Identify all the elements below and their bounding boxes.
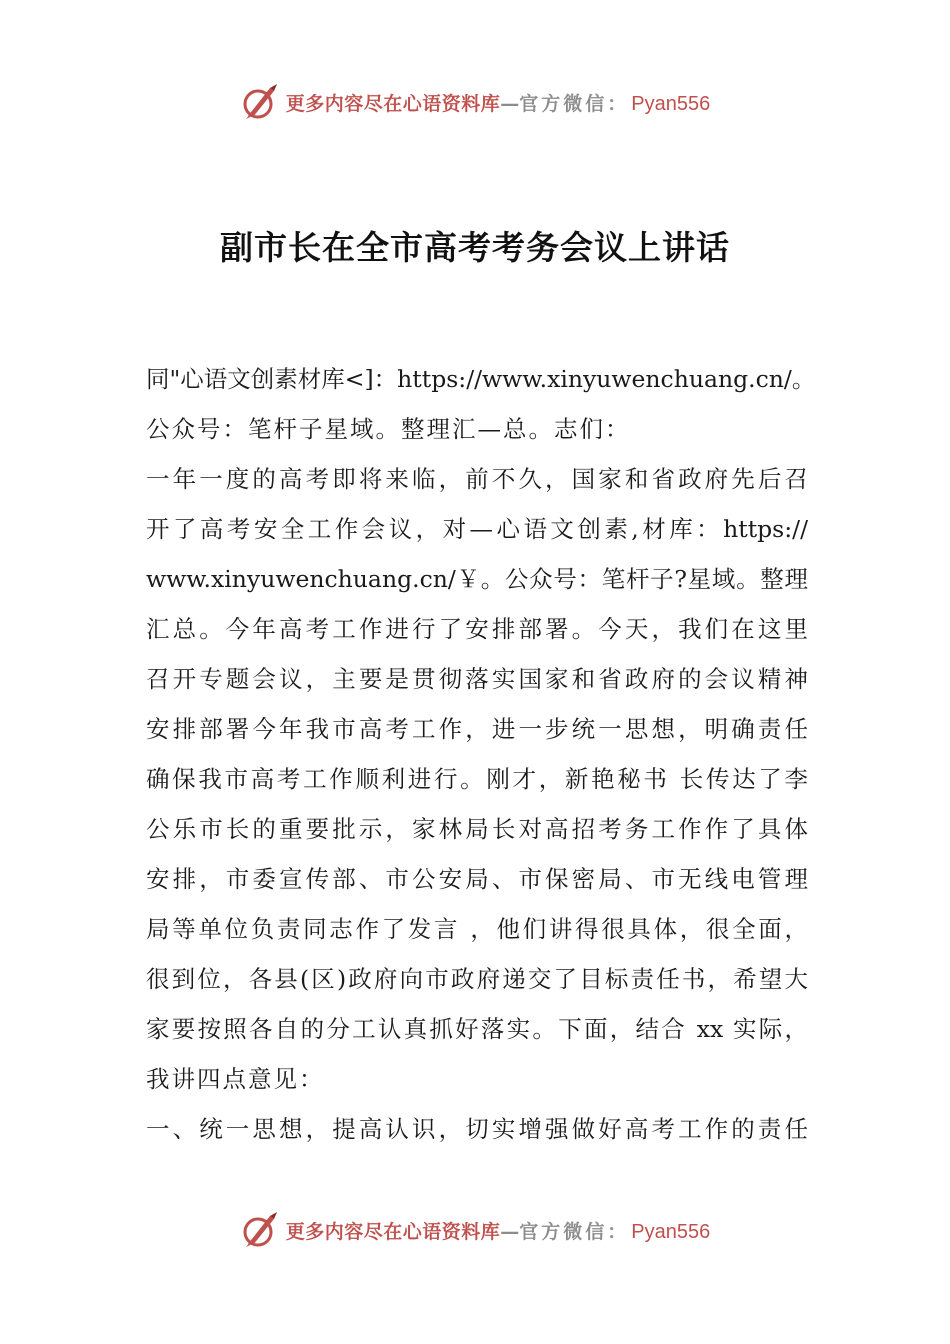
footer-banner-text (286, 1217, 711, 1244)
body-line: www.xinyuwenchuang.cn/￥。公众号：笔杆子?星域。整理 (146, 565, 808, 593)
quill-pen-logo-icon (240, 82, 280, 122)
body-line: 家要按照各自的分工认真抓好落实。下面，结合 xx 实际， (146, 1015, 808, 1043)
document-title: 副市长在全市高考考务会议上讲话 (220, 228, 730, 267)
footer-separator: — (500, 1220, 520, 1243)
body-line: 安排，市委宣传部、市公安局、市保密局、市无线电管理 (146, 865, 808, 893)
header-banner-text (286, 89, 711, 116)
body-line: 公众号：笔杆子星域。整理汇—总。志们： (146, 415, 631, 443)
body-line: 一、统一思想，提高认识，切实增强做好高考工作的责任 (146, 1115, 808, 1143)
body-line: 召开专题会议，主要是贯彻落实国家和省政府的会议精神 (146, 665, 808, 693)
header-slogan: 更多内容尽在心语资料库 (285, 92, 501, 115)
body-line: 一年一度的高考即将来临，前不久，国家和省政府先后召 (146, 465, 808, 493)
header-wechat-id: Pyan556 (631, 92, 711, 115)
body-line: 公乐市长的重要批示，家林局长对高招考务工作作了具体 (146, 815, 808, 843)
footer-slogan: 更多内容尽在心语资料库 (285, 1220, 501, 1243)
body-line: 安排部署今年我市高考工作，进一步统一思想，明确责任 (146, 715, 808, 743)
header-official-label: 官方微信： (519, 92, 630, 115)
footer-official-label: 官方微信： (519, 1220, 630, 1243)
body-line: 开了高考安全工作会议，对—心语文创素,材库：https:// (146, 515, 808, 543)
body-line: 我讲四点意见： (146, 1065, 325, 1093)
document-body (146, 354, 816, 1154)
body-line: 同"心语文创素材库<]：https://www.xinyuwenchuang.cn/。 (146, 365, 816, 393)
header-separator: — (500, 92, 520, 115)
body-line: 局等单位负责同志作了发言 ，他们讲得很具体，很全面， (146, 915, 808, 943)
header-banner (0, 80, 950, 124)
body-line: 汇总。今年高考工作进行了安排部署。今天，我们在这里 (146, 615, 808, 643)
quill-pen-logo-icon (240, 1210, 280, 1250)
body-line: 确保我市高考工作顺利进行。刚才，新艳秘书 长传达了李 (146, 765, 808, 793)
footer-banner (0, 1208, 950, 1252)
body-line: 很到位，各县(区)政府向市政府递交了目标责任书，希望大 (146, 965, 808, 993)
footer-wechat-id: Pyan556 (631, 1220, 711, 1243)
